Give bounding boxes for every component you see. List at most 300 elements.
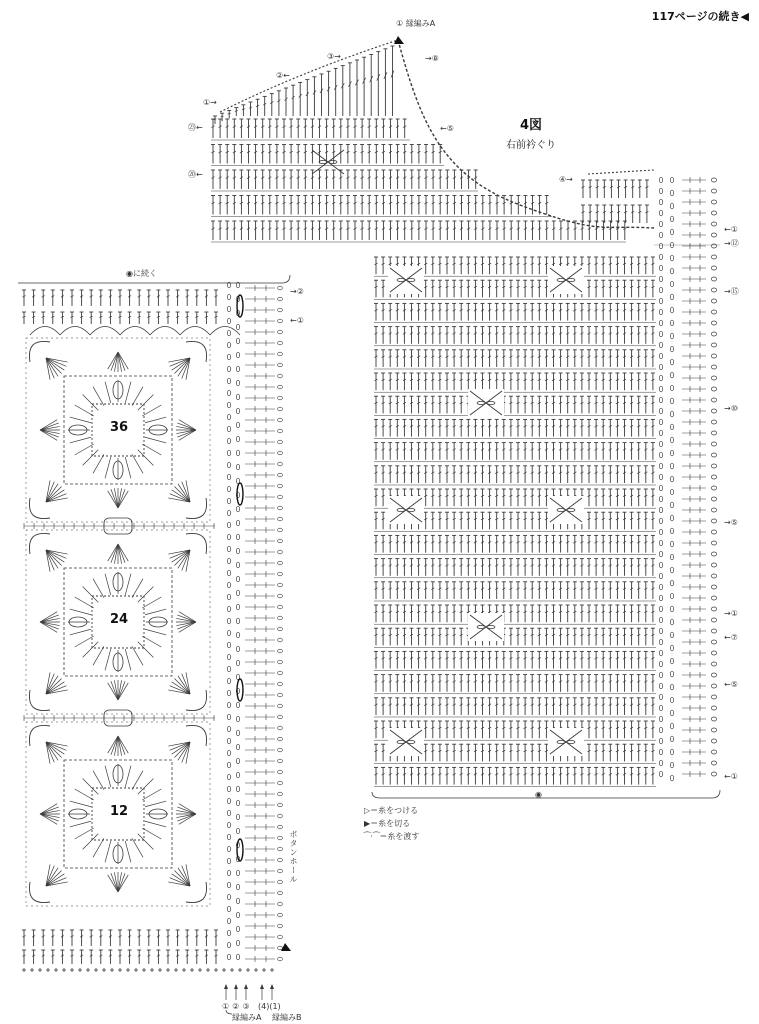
arrow-head	[234, 984, 238, 989]
chain-stitch	[236, 954, 239, 960]
motif-number-12: 12	[110, 804, 129, 819]
chain-stitch	[670, 424, 673, 430]
chain-stitch	[670, 320, 673, 326]
chain-stitch	[659, 606, 662, 612]
chain-stitch	[236, 464, 239, 470]
chain-stitch	[659, 474, 662, 480]
edge-a-bottom-label: 縁編みA	[232, 1013, 262, 1022]
picot	[711, 695, 716, 699]
row-marker-right-12: →⑫	[724, 239, 739, 248]
chain-stitch	[236, 870, 239, 876]
chain-stitch	[670, 723, 673, 729]
chain-stitch	[236, 548, 239, 554]
band-picot	[278, 594, 283, 598]
picot	[711, 255, 716, 259]
picot	[711, 662, 716, 666]
attach-yarn-icon: ▷	[364, 806, 371, 815]
radial-stitch	[142, 597, 161, 608]
chain-stitch	[227, 762, 230, 768]
band-picot	[278, 660, 283, 664]
chain-stitch	[670, 749, 673, 755]
top-arch	[30, 327, 60, 336]
band-picot	[278, 605, 283, 609]
chain-stitch	[236, 562, 239, 568]
button-hole	[237, 483, 243, 505]
chain-stitch	[227, 486, 230, 492]
picot	[711, 310, 716, 314]
chain-stitch	[227, 606, 230, 612]
picot	[711, 596, 716, 600]
continue-from-label: ◉に続く	[126, 269, 157, 278]
chain-stitch	[227, 294, 230, 300]
band-picot	[278, 341, 283, 345]
chain-stitch	[670, 359, 673, 365]
chain-stitch	[659, 584, 662, 590]
chain-stitch	[227, 906, 230, 912]
picot	[711, 552, 716, 556]
stitch-bar	[228, 113, 231, 114]
chain-stitch	[227, 702, 230, 708]
chain-stitch	[227, 414, 230, 420]
radial-stitch	[83, 395, 99, 411]
chain-stitch	[670, 190, 673, 196]
top-arch	[210, 327, 240, 336]
band-picot	[278, 484, 283, 488]
chain-stitch	[659, 452, 662, 458]
chain-stitch	[227, 654, 230, 660]
picot	[711, 222, 716, 226]
continuation-header: 117ページの続き◀	[651, 10, 749, 23]
chain-stitch	[670, 346, 673, 352]
chain-stitch	[659, 188, 662, 194]
stitch-bar	[221, 116, 224, 117]
chain-stitch	[670, 216, 673, 222]
chain-stitch	[227, 318, 230, 324]
figure-title: 右前衿ぐり	[506, 140, 556, 151]
chain-stitch	[659, 650, 662, 656]
band-picot	[278, 704, 283, 708]
radial-stitch	[125, 766, 131, 787]
chain-stitch	[236, 352, 239, 358]
radial-stitch	[105, 841, 111, 862]
chain-stitch	[236, 730, 239, 736]
radial-stitch	[142, 405, 161, 416]
band-picot	[278, 506, 283, 510]
radial-stitch	[132, 387, 143, 406]
radial-stitch	[70, 609, 91, 615]
band-picot	[278, 726, 283, 730]
chain-stitch	[227, 558, 230, 564]
chain-stitch	[236, 898, 239, 904]
radial-stitch	[145, 821, 166, 827]
chain-stitch	[659, 595, 662, 601]
band-picot	[278, 880, 283, 884]
radial-stitch	[75, 636, 94, 647]
picot	[711, 178, 716, 182]
band-picot	[278, 748, 283, 752]
chain-stitch	[227, 510, 230, 516]
chain-stitch	[670, 437, 673, 443]
chain-stitch	[227, 882, 230, 888]
band-picot	[278, 935, 283, 939]
band-picot	[278, 473, 283, 477]
band-picot	[278, 924, 283, 928]
top-arch	[180, 327, 210, 336]
chain-stitch	[670, 554, 673, 560]
chain-stitch	[227, 402, 230, 408]
chain-stitch	[670, 697, 673, 703]
carry-yarn-icon: ⁀·⁀	[364, 832, 380, 841]
picot	[711, 288, 716, 292]
chain-stitch	[236, 716, 239, 722]
chain-stitch	[659, 694, 662, 700]
cut-yarn-icon: ▶	[364, 819, 371, 828]
band-picot	[278, 814, 283, 818]
chain-stitch	[227, 450, 230, 456]
band-picot	[278, 330, 283, 334]
chain-stitch	[236, 912, 239, 918]
row-marker-neck-5: ←⑤	[440, 124, 454, 133]
chain-stitch	[236, 324, 239, 330]
chain-stitch	[670, 463, 673, 469]
chain-stitch	[227, 942, 230, 948]
chain-stitch	[659, 353, 662, 359]
row-marker-right-5b: ←⑤	[724, 680, 738, 689]
chain-stitch	[227, 366, 230, 372]
top-arch	[120, 327, 150, 336]
row-marker-right-7: ←⑦	[724, 633, 738, 642]
bottom-bracket	[372, 790, 720, 798]
chain-stitch	[670, 333, 673, 339]
band-picot	[278, 451, 283, 455]
chain-stitch	[236, 884, 239, 890]
chain-stitch	[670, 762, 673, 768]
radial-stitch	[93, 454, 104, 473]
chain-stitch	[659, 430, 662, 436]
chain-stitch	[659, 243, 662, 249]
picot	[711, 442, 716, 446]
radial-stitch	[138, 642, 154, 658]
button-hole	[237, 295, 243, 317]
band-picot	[278, 671, 283, 675]
picot	[711, 354, 716, 358]
radial-stitch	[83, 587, 99, 603]
chain-stitch	[236, 660, 239, 666]
picot	[711, 409, 716, 413]
picot	[711, 211, 716, 215]
chain-stitch	[659, 639, 662, 645]
chain-stitch	[659, 738, 662, 744]
radial-stitch	[138, 587, 154, 603]
chain-stitch	[670, 580, 673, 586]
chain-stitch	[659, 661, 662, 667]
radial-stitch	[93, 646, 104, 665]
band-picot	[278, 517, 283, 521]
band-picot	[278, 352, 283, 356]
radial-stitch	[75, 405, 94, 416]
radial-stitch	[70, 821, 91, 827]
chain-stitch	[670, 255, 673, 261]
chain-stitch	[227, 918, 230, 924]
row-marker-top-2: ②←	[276, 71, 290, 80]
chain-stitch	[227, 342, 230, 348]
chain-stitch	[227, 786, 230, 792]
chain-stitch	[659, 342, 662, 348]
chain-stitch	[227, 498, 230, 504]
radial-stitch	[105, 574, 111, 595]
chain-stitch	[659, 232, 662, 238]
band-picot	[278, 792, 283, 796]
picot	[711, 266, 716, 270]
chain-stitch	[227, 426, 230, 432]
top-arch	[60, 327, 90, 336]
arrow-head	[260, 984, 264, 989]
chain-stitch	[670, 528, 673, 534]
bottom-center-marker: ◉	[535, 790, 542, 799]
picot	[711, 453, 716, 457]
band-picot	[278, 715, 283, 719]
band-picot	[278, 913, 283, 917]
row-marker-top-3: ③→	[327, 52, 341, 61]
cut-yarn-marker-bottom	[281, 943, 291, 951]
chain-stitch	[659, 210, 662, 216]
picot	[711, 673, 716, 677]
chain-stitch	[227, 378, 230, 384]
picot	[711, 244, 716, 248]
chain-stitch	[659, 518, 662, 524]
chain-stitch	[227, 714, 230, 720]
row-marker-right-1a: ←①	[724, 225, 738, 234]
square-motifs	[24, 327, 240, 907]
radial-stitch	[125, 382, 131, 403]
shoulder-top-edge	[588, 170, 654, 174]
radial-stitch	[75, 828, 94, 839]
chain-stitch	[236, 632, 239, 638]
band-picot	[278, 770, 283, 774]
chain-stitch	[227, 738, 230, 744]
band-picot	[278, 803, 283, 807]
band-picot	[278, 550, 283, 554]
chain-stitch	[659, 375, 662, 381]
chain-stitch	[670, 489, 673, 495]
chain-stitch	[236, 926, 239, 932]
chain-stitch	[670, 606, 673, 612]
radial-stitch	[138, 395, 154, 411]
band-picot	[278, 495, 283, 499]
row-marker-top-8: →⑧	[425, 54, 439, 63]
button-hole	[237, 839, 243, 861]
chain-stitch	[659, 485, 662, 491]
chain-stitch	[659, 408, 662, 414]
chain-stitch	[670, 736, 673, 742]
chain-stitch	[659, 507, 662, 513]
radial-stitch	[105, 649, 111, 670]
radial-stitch	[93, 387, 104, 406]
radial-stitch	[138, 450, 154, 466]
radial-stitch	[132, 771, 143, 790]
radial-stitch	[105, 457, 111, 478]
picot	[711, 585, 716, 589]
band-picot	[278, 418, 283, 422]
chain-stitch	[227, 534, 230, 540]
picot	[711, 772, 716, 776]
picot	[711, 706, 716, 710]
chain-stitch	[227, 690, 230, 696]
row-marker-right-15: →⑮	[724, 287, 739, 296]
picot	[711, 750, 716, 754]
bottom-row-numbers-b: (4)(1)	[258, 1002, 281, 1011]
chain-stitch	[670, 671, 673, 677]
chain-stitch	[670, 502, 673, 508]
chain-stitch	[659, 727, 662, 733]
band-picot	[278, 836, 283, 840]
chain-stitch	[227, 774, 230, 780]
picot	[711, 574, 716, 578]
picot	[711, 464, 716, 468]
picot	[711, 420, 716, 424]
chain-stitch	[236, 576, 239, 582]
picot	[711, 189, 716, 193]
picot	[711, 387, 716, 391]
row-marker-right-4: ④→	[559, 175, 573, 184]
picot	[711, 200, 716, 204]
chain-stitch	[659, 309, 662, 315]
chain-loop	[319, 160, 327, 163]
chain-stitch	[236, 828, 239, 834]
chain-stitch	[236, 590, 239, 596]
picot	[711, 739, 716, 743]
neckline-shaping	[211, 36, 654, 242]
chain-stitch	[659, 177, 662, 183]
chain-stitch	[659, 529, 662, 535]
chain-stitch	[659, 221, 662, 227]
radial-stitch	[70, 417, 91, 423]
chain-stitch	[670, 307, 673, 313]
figure-caption	[506, 114, 556, 151]
chain-stitch	[659, 364, 662, 370]
chain-stitch	[670, 684, 673, 690]
picot	[711, 629, 716, 633]
chain-stitch	[236, 604, 239, 610]
picot	[711, 475, 716, 479]
band-picot	[278, 902, 283, 906]
picot	[711, 541, 716, 545]
radial-stitch	[125, 649, 131, 670]
chain-stitch	[227, 846, 230, 852]
chain-stitch	[659, 463, 662, 469]
chain-stitch	[227, 834, 230, 840]
radial-stitch	[145, 609, 166, 615]
chain-stitch	[659, 276, 662, 282]
chain-stitch	[659, 496, 662, 502]
chain-stitch	[659, 386, 662, 392]
row-marker-top-1: ①→	[203, 98, 217, 107]
band-picot	[278, 847, 283, 851]
chain-stitch	[236, 702, 239, 708]
chain-stitch	[227, 666, 230, 672]
chain-stitch	[659, 254, 662, 260]
cut-yarn-marker	[394, 36, 404, 44]
radial-stitch	[125, 574, 131, 595]
row-marker-left-1: ←①	[290, 316, 304, 325]
chain-stitch	[670, 567, 673, 573]
radial-stitch	[75, 597, 94, 608]
motif-number-36: 36	[110, 420, 129, 435]
picot	[711, 717, 716, 721]
figure-number: 4図	[519, 118, 543, 133]
band-picot	[278, 759, 283, 763]
picot	[711, 431, 716, 435]
chain-stitch	[227, 798, 230, 804]
arrow-head	[224, 984, 228, 989]
picot	[711, 761, 716, 765]
radial-stitch	[132, 838, 143, 857]
chain-stitch	[227, 618, 230, 624]
chain-stitch	[227, 438, 230, 444]
radial-stitch	[83, 642, 99, 658]
radial-stitch	[105, 766, 111, 787]
band-picot	[278, 363, 283, 367]
radial-stitch	[138, 834, 154, 850]
chain-stitch	[227, 570, 230, 576]
chain-stitch	[659, 672, 662, 678]
radial-stitch	[142, 828, 161, 839]
chain-stitch	[659, 298, 662, 304]
chain-stitch	[670, 229, 673, 235]
radial-stitch	[138, 779, 154, 795]
radial-stitch	[142, 789, 161, 800]
chain-stitch	[670, 645, 673, 651]
chain-stitch	[227, 330, 230, 336]
chain-stitch	[659, 265, 662, 271]
right-front-body-grid	[374, 257, 656, 787]
picot	[711, 684, 716, 688]
picot	[711, 486, 716, 490]
picot	[711, 343, 716, 347]
chain-stitch	[227, 726, 230, 732]
chain-stitch	[659, 441, 662, 447]
chain-stitch	[236, 408, 239, 414]
picot	[711, 618, 716, 622]
chain-stitch	[236, 338, 239, 344]
chain-stitch	[670, 515, 673, 521]
band-picot	[278, 737, 283, 741]
chain-stitch	[236, 450, 239, 456]
chain-stitch	[227, 546, 230, 552]
radial-stitch	[93, 579, 104, 598]
edge-a-top-label: ① 縁編みA	[396, 19, 436, 28]
row-marker-right-5a: →⑤	[724, 518, 738, 527]
band-picot	[278, 407, 283, 411]
chain-stitch	[670, 203, 673, 209]
chain-stitch	[236, 436, 239, 442]
band-picot	[278, 539, 283, 543]
chain-stitch	[670, 619, 673, 625]
band-picot	[278, 616, 283, 620]
radial-stitch	[145, 417, 166, 423]
picot	[711, 233, 716, 237]
chain-stitch	[659, 551, 662, 557]
radial-stitch	[105, 382, 111, 403]
radial-stitch	[83, 779, 99, 795]
chain-stitch	[670, 775, 673, 781]
chain-stitch	[227, 390, 230, 396]
chain-stitch	[236, 814, 239, 820]
chain-stitch	[227, 522, 230, 528]
front-band-grid	[18, 275, 291, 1014]
band-picot	[278, 528, 283, 532]
chain-stitch	[227, 894, 230, 900]
